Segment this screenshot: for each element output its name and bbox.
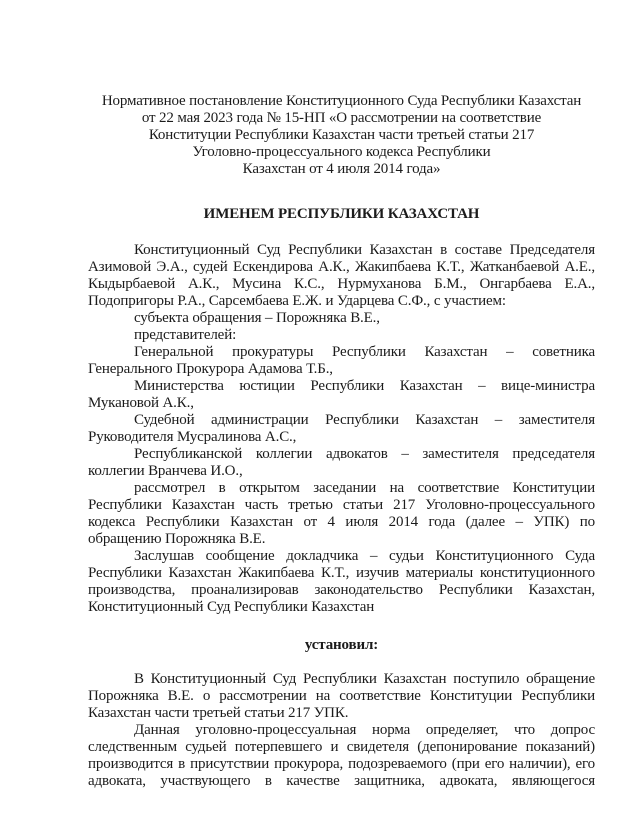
line-representatives: представителей:	[134, 327, 237, 343]
paragraph-judicial-administration: Судебной администрации Республики Казахстан – заместителя Руководителя Мусралинова А.С.,	[88, 412, 595, 445]
title-line-5: Казахстан от 4 июля 2014 года»	[242, 161, 441, 177]
line-subject-of-appeal: субъекта обращения – Порожняка В.Е.,	[134, 310, 380, 326]
document-title	[88, 93, 595, 178]
title-line-2: от 22 мая 2023 года № 15-НП «О рассмотрении на соответствие	[141, 110, 542, 126]
paragraph-norm-definition: Данная уголовно-процессуальная норма определяет, что допрос следственным судьей потерпевшего и свидетеля (депонирование показаний) производится в присутствии прокурора, подозреваемого (при его наличии), его адвоката, участвующего в качестве защитника, адвоката, являющегося	[88, 722, 595, 789]
paragraph-appeal-received: В Конституционный Суд Республики Казахстан поступило обращение Порожняка В.Е. о рассмотрении на соответствие Конституции Республики Казахстан части третьей статьи 217 УПК.	[88, 671, 595, 721]
paragraph-having-heard-rapporteur: Заслушав сообщение докладчика – судьи Конституционного Суда Республики Казахстан Жакипбаева К.Т., изучив материалы конституционного производства, проанализировав законодательство Республики Казахстан, Конституционный Суд Республики Казахстан	[88, 548, 595, 615]
paragraph-considered-in-open-session: рассмотрел в открытом заседании на соответствие Конституции Республики Казахстан часть третью статьи 217 Уголовно-процессуального кодекса Республики Казахстан от 4 июля 2014 года (далее – УПК) по обращению Порожняка В.Е.	[88, 480, 595, 547]
title-line-1: Нормативное постановление Конституционного Суда Республики Казахстан	[101, 93, 582, 109]
ruling-heading: установил:	[304, 637, 379, 653]
paragraph-bar-association: Республиканской коллегии адвокатов – заместителя председателя коллегии Вранчева И.О.,	[88, 446, 595, 479]
paragraph-ministry-of-justice: Министерства юстиции Республики Казахстан – вице-министра Мукановой А.К.,	[88, 378, 595, 411]
title-line-4: Уголовно-процессуального кодекса Республики	[192, 144, 491, 160]
paragraph-court-composition: Конституционный Суд Республики Казахстан в составе Председателя Азимовой Э.А., судей Ескендирова А.К., Жакипбаева К.Т., Жатканбаевой А.Е., Кыдырбаевой А.К., Мусина К.С., Нурмуханова Б.М., Онгарбаева Е.А., Подопригоры Р.А., Сарсембаева Е.Ж. и Ударцева С.Ф., с участием:	[88, 242, 595, 309]
paragraph-prosecutors-office: Генеральной прокуратуры Республики Казахстан – советника Генерального Прокурора Адамова Т.Б.,	[88, 344, 595, 377]
in-the-name-of-republic-heading: ИМЕНЕМ РЕСПУБЛИКИ КАЗАХСТАН	[203, 206, 480, 222]
title-line-3: Конституции Республики Казахстан части третьей статьи 217	[148, 127, 535, 143]
